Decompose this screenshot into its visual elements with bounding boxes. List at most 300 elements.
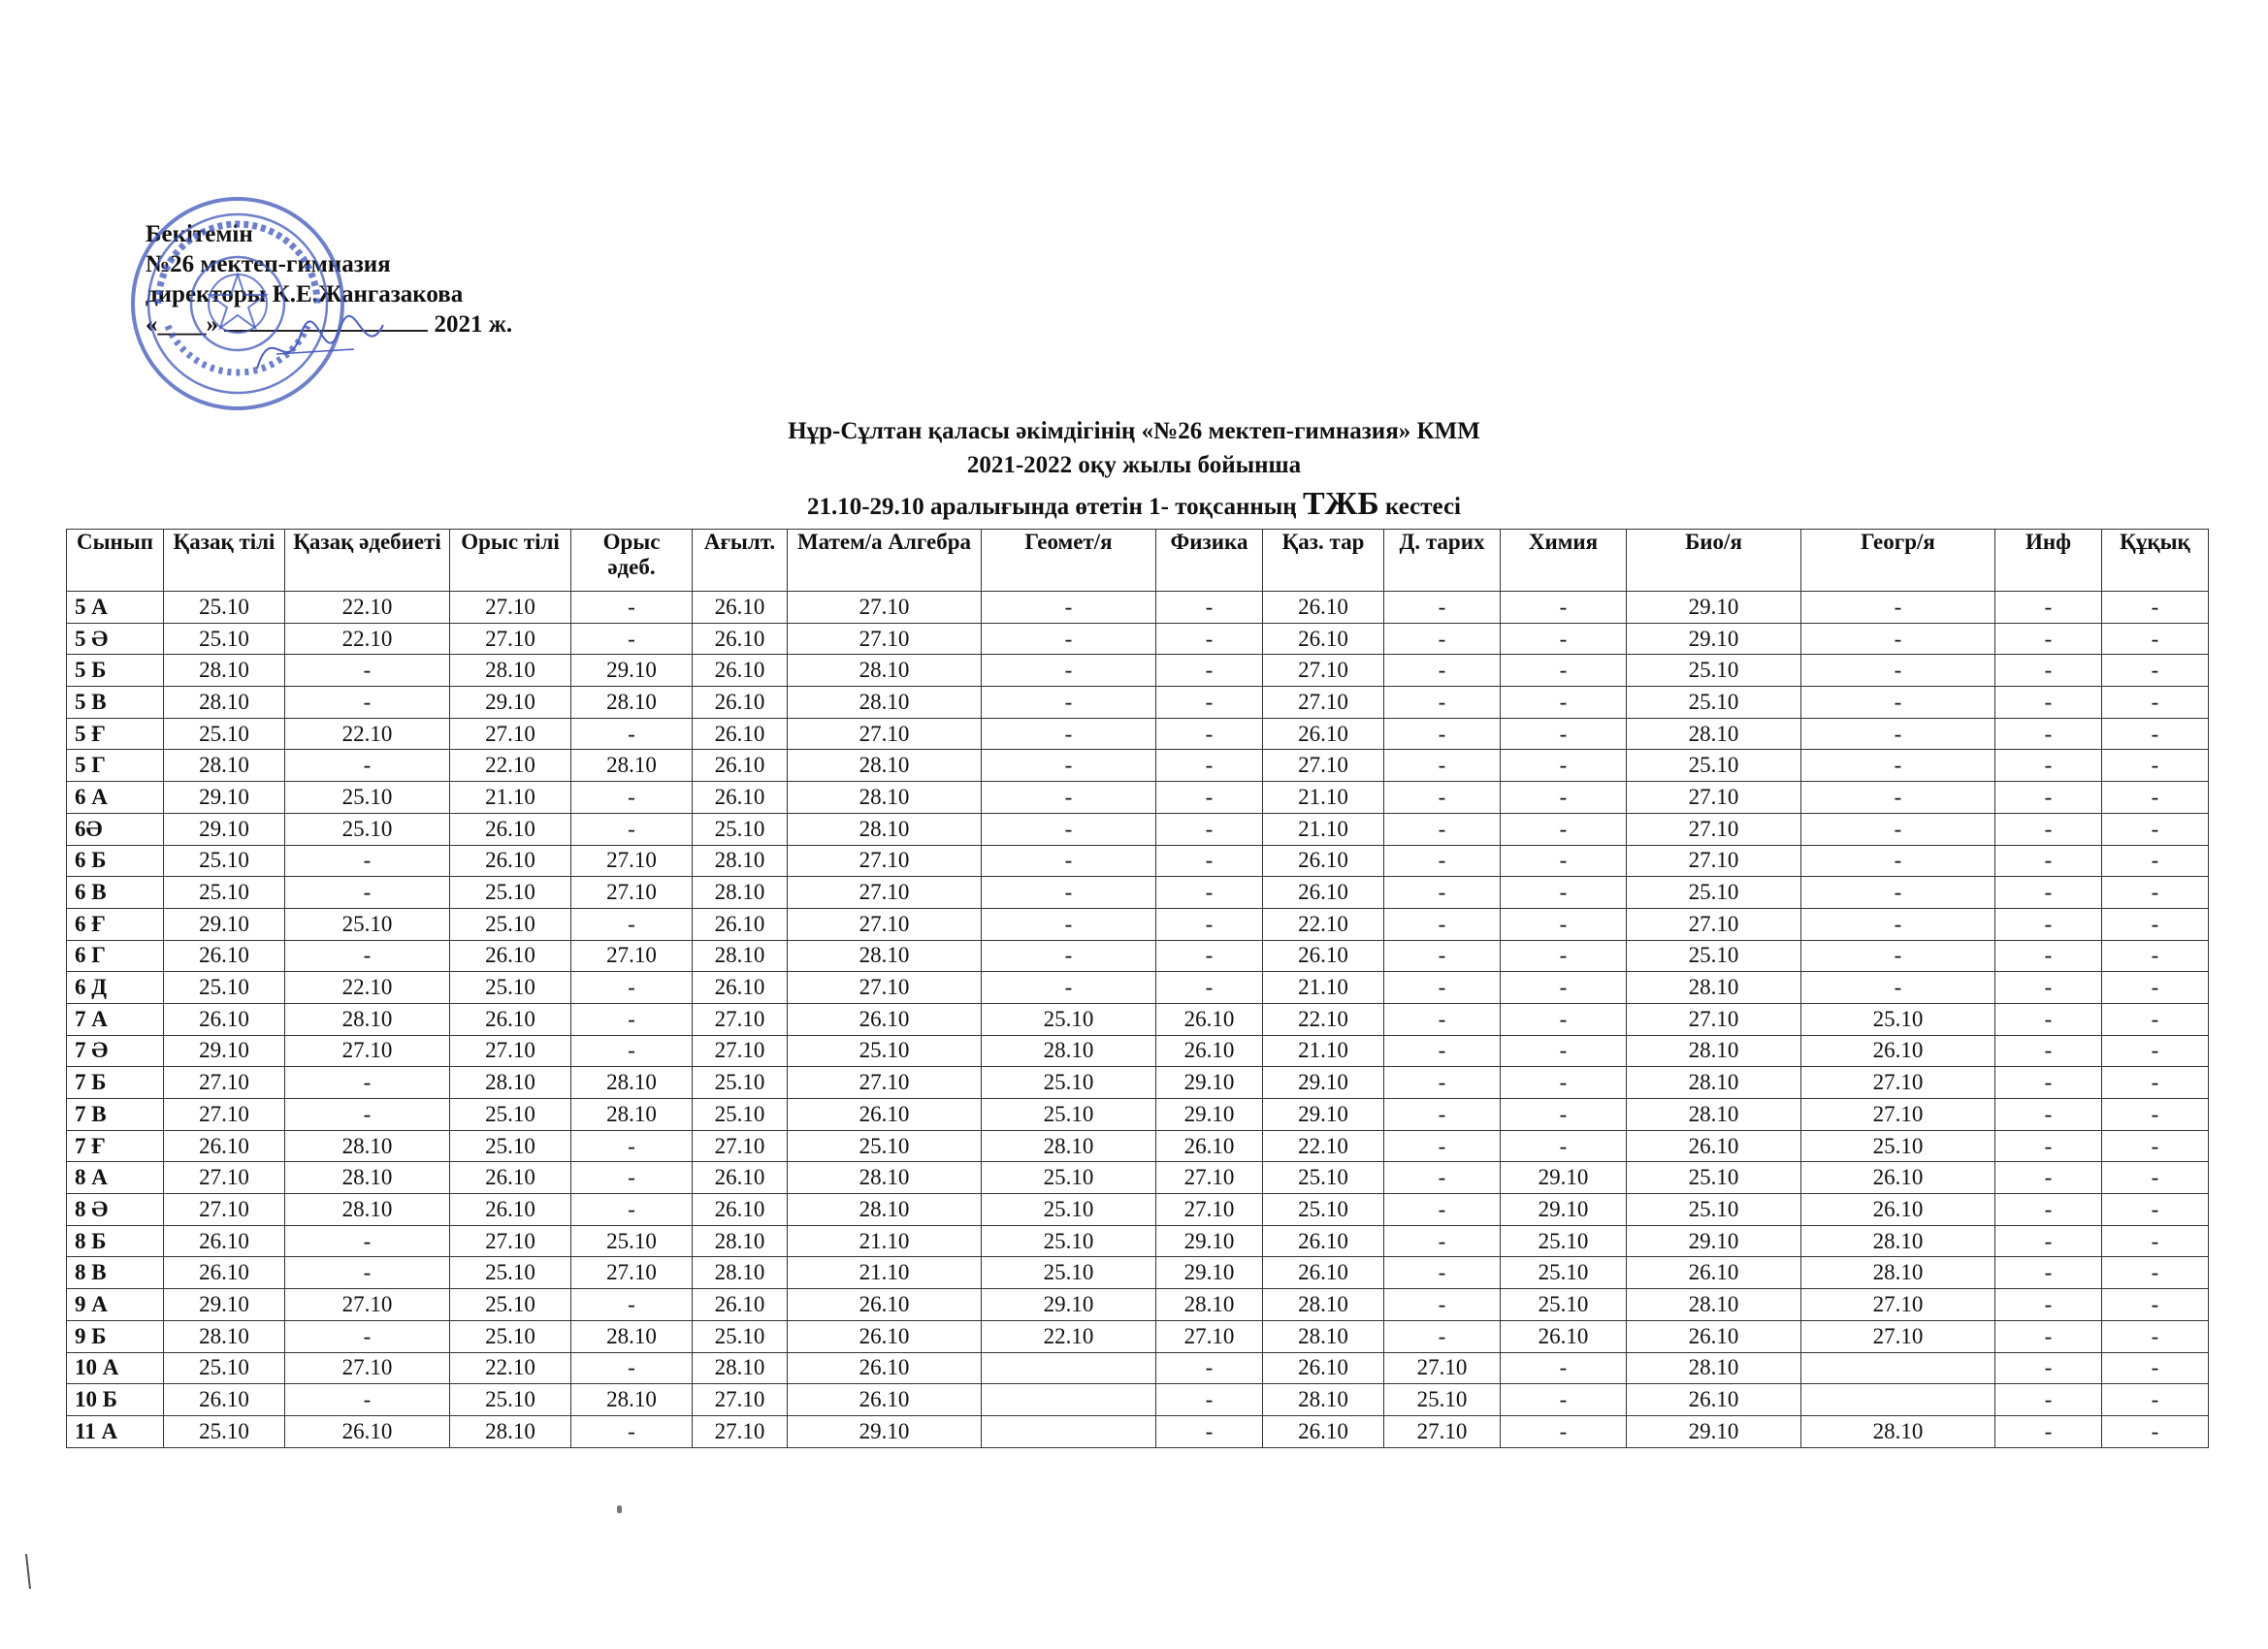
date-cell: 28.10 bbox=[1627, 972, 1801, 1004]
date-cell: 22.10 bbox=[1263, 1003, 1384, 1035]
date-cell: 28.10 bbox=[164, 1320, 285, 1352]
date-cell: - bbox=[2102, 813, 2209, 845]
date-cell: 26.10 bbox=[1801, 1162, 1995, 1194]
date-cell: 26.10 bbox=[788, 1352, 982, 1384]
table-row bbox=[67, 908, 2209, 940]
date-cell: 27.10 bbox=[1801, 1067, 1995, 1099]
date-cell: 29.10 bbox=[1156, 1257, 1263, 1289]
table-row bbox=[67, 1035, 2209, 1067]
date-cell: 25.10 bbox=[450, 877, 571, 909]
date-cell: 26.10 bbox=[1627, 1257, 1801, 1289]
date-cell: - bbox=[1995, 592, 2102, 624]
date-cell: - bbox=[1995, 972, 2102, 1004]
date-cell bbox=[982, 1415, 1156, 1447]
table-row bbox=[67, 750, 2209, 782]
date-cell: 21.10 bbox=[1263, 782, 1384, 814]
date-cell: - bbox=[1501, 1384, 1627, 1416]
date-cell: - bbox=[2102, 1035, 2209, 1067]
date-cell: - bbox=[1384, 1225, 1501, 1257]
column-header: Орыс тілі bbox=[450, 530, 571, 592]
date-cell: - bbox=[982, 782, 1156, 814]
date-cell: 25.10 bbox=[285, 782, 450, 814]
date-cell: - bbox=[1384, 782, 1501, 814]
date-cell: 25.10 bbox=[571, 1225, 693, 1257]
date-cell: 27.10 bbox=[285, 1289, 450, 1321]
date-cell: - bbox=[2102, 1352, 2209, 1384]
table-row bbox=[67, 1225, 2209, 1257]
date-cell: 27.10 bbox=[450, 623, 571, 655]
date-cell: - bbox=[2102, 1130, 2209, 1162]
date-cell: 28.10 bbox=[693, 845, 788, 877]
date-cell: 26.10 bbox=[1263, 940, 1384, 972]
date-cell: - bbox=[1384, 1130, 1501, 1162]
date-cell: - bbox=[1801, 877, 1995, 909]
date-cell: 26.10 bbox=[1801, 1194, 1995, 1226]
date-cell: - bbox=[2102, 623, 2209, 655]
date-cell: 28.10 bbox=[693, 940, 788, 972]
date-cell: - bbox=[1156, 687, 1263, 719]
date-cell: 27.10 bbox=[1156, 1320, 1263, 1352]
date-cell: - bbox=[1384, 845, 1501, 877]
date-cell: - bbox=[1801, 750, 1995, 782]
date-cell: 25.10 bbox=[982, 1003, 1156, 1035]
class-name-cell: 6 Г bbox=[67, 940, 164, 972]
date-cell: 25.10 bbox=[982, 1162, 1156, 1194]
date-cell: 22.10 bbox=[450, 1352, 571, 1384]
date-cell: 28.10 bbox=[788, 782, 982, 814]
date-cell: - bbox=[982, 592, 1156, 624]
date-cell: - bbox=[1384, 813, 1501, 845]
date-cell: 27.10 bbox=[788, 1067, 982, 1099]
date-cell: - bbox=[1384, 718, 1501, 750]
date-cell: 26.10 bbox=[693, 718, 788, 750]
date-cell: - bbox=[1801, 845, 1995, 877]
date-cell: 27.10 bbox=[788, 877, 982, 909]
date-cell: 28.10 bbox=[450, 1067, 571, 1099]
date-cell: 27.10 bbox=[1384, 1415, 1501, 1447]
date-cell: 21.10 bbox=[1263, 1035, 1384, 1067]
date-cell: 26.10 bbox=[164, 1130, 285, 1162]
date-cell: 25.10 bbox=[450, 1289, 571, 1321]
date-cell: 28.10 bbox=[450, 655, 571, 687]
date-cell: 25.10 bbox=[1501, 1289, 1627, 1321]
date-cell: 25.10 bbox=[450, 1257, 571, 1289]
date-cell: 28.10 bbox=[285, 1130, 450, 1162]
date-cell: 22.10 bbox=[285, 623, 450, 655]
date-cell: 27.10 bbox=[693, 1003, 788, 1035]
date-cell: - bbox=[1995, 845, 2102, 877]
date-cell: 29.10 bbox=[164, 1289, 285, 1321]
date-cell: - bbox=[1501, 940, 1627, 972]
date-cell: 26.10 bbox=[164, 1003, 285, 1035]
date-cell: 29.10 bbox=[164, 1035, 285, 1067]
table-row bbox=[67, 1003, 2209, 1035]
date-cell: 29.10 bbox=[1627, 1415, 1801, 1447]
date-cell: - bbox=[1501, 655, 1627, 687]
date-cell: 26.10 bbox=[1263, 845, 1384, 877]
date-cell: 28.10 bbox=[285, 1162, 450, 1194]
date-cell: - bbox=[571, 782, 693, 814]
date-cell: 28.10 bbox=[1801, 1415, 1995, 1447]
date-cell: 26.10 bbox=[1156, 1035, 1263, 1067]
date-cell: 25.10 bbox=[982, 1067, 1156, 1099]
date-cell: 28.10 bbox=[788, 1162, 982, 1194]
date-cell: 28.10 bbox=[164, 687, 285, 719]
date-cell: 26.10 bbox=[693, 1289, 788, 1321]
title-schedule-abbr: ТЖБ bbox=[1302, 486, 1379, 522]
date-cell: 27.10 bbox=[788, 908, 982, 940]
class-name-cell: 5 Ә bbox=[67, 623, 164, 655]
date-cell: 28.10 bbox=[1263, 1289, 1384, 1321]
date-cell: 25.10 bbox=[982, 1194, 1156, 1226]
date-cell: 26.10 bbox=[1156, 1003, 1263, 1035]
class-name-cell: 7 В bbox=[67, 1099, 164, 1131]
title-line-schedule bbox=[0, 488, 2268, 524]
class-name-cell: 6 Д bbox=[67, 972, 164, 1004]
date-cell: - bbox=[1801, 782, 1995, 814]
date-cell: 27.10 bbox=[164, 1194, 285, 1226]
date-cell: - bbox=[571, 813, 693, 845]
date-cell: - bbox=[571, 718, 693, 750]
date-cell: 28.10 bbox=[1627, 718, 1801, 750]
date-cell: 25.10 bbox=[1627, 877, 1801, 909]
date-cell: 28.10 bbox=[1627, 1067, 1801, 1099]
date-cell: 28.10 bbox=[1263, 1384, 1384, 1416]
date-cell: 27.10 bbox=[450, 718, 571, 750]
date-cell bbox=[982, 1384, 1156, 1416]
date-cell: 27.10 bbox=[571, 940, 693, 972]
date-cell: - bbox=[571, 908, 693, 940]
date-cell: 29.10 bbox=[1501, 1162, 1627, 1194]
date-cell: 29.10 bbox=[1156, 1225, 1263, 1257]
date-cell: 26.10 bbox=[693, 623, 788, 655]
date-cell: - bbox=[1156, 782, 1263, 814]
date-cell: - bbox=[2102, 1099, 2209, 1131]
date-cell: 27.10 bbox=[1156, 1162, 1263, 1194]
date-cell: - bbox=[1156, 750, 1263, 782]
date-cell: - bbox=[1384, 1035, 1501, 1067]
date-cell: 27.10 bbox=[1156, 1194, 1263, 1226]
approval-line-approve: Бекітемін bbox=[146, 221, 253, 247]
date-cell: 26.10 bbox=[450, 1162, 571, 1194]
date-cell: - bbox=[285, 1067, 450, 1099]
date-cell: 26.10 bbox=[164, 1257, 285, 1289]
date-cell: 27.10 bbox=[450, 592, 571, 624]
date-cell: 27.10 bbox=[571, 1257, 693, 1289]
date-cell: - bbox=[982, 655, 1156, 687]
date-cell: 27.10 bbox=[1627, 782, 1801, 814]
column-header: Қазақ әдебиеті bbox=[285, 530, 450, 592]
date-cell: 25.10 bbox=[285, 908, 450, 940]
class-name-cell: 6 Б bbox=[67, 845, 164, 877]
date-cell: - bbox=[1156, 592, 1263, 624]
class-name-cell: 5 Ғ bbox=[67, 718, 164, 750]
date-cell: 22.10 bbox=[285, 718, 450, 750]
date-cell: - bbox=[1995, 687, 2102, 719]
date-cell: 27.10 bbox=[693, 1130, 788, 1162]
date-cell bbox=[1801, 1384, 1995, 1416]
date-cell: 25.10 bbox=[164, 718, 285, 750]
date-cell: 28.10 bbox=[788, 1194, 982, 1226]
date-cell: - bbox=[2102, 1320, 2209, 1352]
date-cell: - bbox=[285, 750, 450, 782]
date-cell: - bbox=[982, 877, 1156, 909]
date-cell: - bbox=[1801, 908, 1995, 940]
date-cell: 27.10 bbox=[1627, 813, 1801, 845]
date-cell: - bbox=[1384, 655, 1501, 687]
date-cell: 26.10 bbox=[164, 1384, 285, 1416]
date-cell: 29.10 bbox=[164, 908, 285, 940]
date-cell: 27.10 bbox=[1263, 750, 1384, 782]
date-cell: - bbox=[2102, 592, 2209, 624]
date-cell: 25.10 bbox=[982, 1099, 1156, 1131]
date-cell: 26.10 bbox=[1263, 623, 1384, 655]
date-cell: - bbox=[1501, 1352, 1627, 1384]
date-cell: - bbox=[1995, 1257, 2102, 1289]
class-name-cell: 10 Б bbox=[67, 1384, 164, 1416]
date-cell: - bbox=[982, 845, 1156, 877]
date-cell: 27.10 bbox=[788, 623, 982, 655]
date-cell: 26.10 bbox=[450, 813, 571, 845]
date-cell: - bbox=[1995, 1035, 2102, 1067]
date-cell: 28.10 bbox=[693, 877, 788, 909]
title-schedule-prefix: 21.10-29.10 аралығында өтетін 1- тоқсанның bbox=[806, 494, 1297, 520]
date-cell: 26.10 bbox=[1627, 1130, 1801, 1162]
date-cell: 25.10 bbox=[285, 813, 450, 845]
date-cell: - bbox=[1156, 940, 1263, 972]
column-header: Д. тарих bbox=[1384, 530, 1501, 592]
date-cell: - bbox=[1801, 940, 1995, 972]
date-cell: 28.10 bbox=[1801, 1225, 1995, 1257]
date-cell: - bbox=[571, 1352, 693, 1384]
date-cell: - bbox=[1384, 1289, 1501, 1321]
date-cell: 28.10 bbox=[571, 750, 693, 782]
class-name-cell: 11 А bbox=[67, 1415, 164, 1447]
date-cell: - bbox=[2102, 877, 2209, 909]
date-cell: - bbox=[1384, 1162, 1501, 1194]
column-header: Құқық bbox=[2102, 530, 2209, 592]
date-cell: 29.10 bbox=[788, 1415, 982, 1447]
date-cell: 26.10 bbox=[1156, 1130, 1263, 1162]
class-name-cell: 5 Г bbox=[67, 750, 164, 782]
date-cell: - bbox=[1501, 718, 1627, 750]
date-cell: 26.10 bbox=[788, 1320, 982, 1352]
date-cell: 25.10 bbox=[450, 1099, 571, 1131]
schedule-table bbox=[66, 529, 2209, 1448]
column-header: Геогр/я bbox=[1801, 530, 1995, 592]
date-cell: 22.10 bbox=[1263, 1130, 1384, 1162]
date-cell: - bbox=[571, 1162, 693, 1194]
date-cell: 25.10 bbox=[164, 845, 285, 877]
title-line-year: 2021-2022 оқу жылы бойынша bbox=[966, 452, 1302, 478]
signature-icon bbox=[247, 310, 393, 388]
date-cell: - bbox=[285, 1257, 450, 1289]
date-cell: - bbox=[1156, 718, 1263, 750]
date-cell: - bbox=[1501, 972, 1627, 1004]
date-cell: 27.10 bbox=[1263, 687, 1384, 719]
date-cell: 25.10 bbox=[1627, 940, 1801, 972]
class-name-cell: 10 А bbox=[67, 1352, 164, 1384]
date-cell: 26.10 bbox=[788, 1384, 982, 1416]
date-cell: 28.10 bbox=[788, 687, 982, 719]
date-cell: 29.10 bbox=[1501, 1194, 1627, 1226]
date-cell: - bbox=[1501, 1067, 1627, 1099]
approval-line-school: №26 мектеп-гимназия bbox=[146, 251, 391, 277]
date-cell: - bbox=[1995, 1003, 2102, 1035]
table-row bbox=[67, 1162, 2209, 1194]
table-row bbox=[67, 1352, 2209, 1384]
date-cell: 26.10 bbox=[1627, 1320, 1801, 1352]
date-cell: 25.10 bbox=[788, 1130, 982, 1162]
date-cell: 27.10 bbox=[1627, 845, 1801, 877]
date-cell: - bbox=[285, 877, 450, 909]
date-cell: - bbox=[982, 687, 1156, 719]
date-cell: 28.10 bbox=[450, 1415, 571, 1447]
class-name-cell: 6 Ғ bbox=[67, 908, 164, 940]
date-cell: - bbox=[1995, 1415, 2102, 1447]
table-row bbox=[67, 972, 2209, 1004]
class-name-cell: 9 Б bbox=[67, 1320, 164, 1352]
date-cell: - bbox=[982, 623, 1156, 655]
date-cell: 27.10 bbox=[693, 1415, 788, 1447]
date-cell: 29.10 bbox=[1627, 592, 1801, 624]
date-cell: - bbox=[1156, 877, 1263, 909]
title-line-organization: Нұр-Сұлтан қаласы әкімдігінің «№26 мектеп-гимназия» КММ bbox=[788, 418, 1480, 444]
date-cell: 29.10 bbox=[571, 655, 693, 687]
date-cell: 25.10 bbox=[1384, 1384, 1501, 1416]
date-cell: 27.10 bbox=[693, 1035, 788, 1067]
date-cell: - bbox=[1501, 877, 1627, 909]
date-cell: 25.10 bbox=[164, 1415, 285, 1447]
date-cell: 29.10 bbox=[982, 1289, 1156, 1321]
date-cell: - bbox=[1501, 1415, 1627, 1447]
date-cell: 22.10 bbox=[285, 592, 450, 624]
date-cell: 26.10 bbox=[1263, 1225, 1384, 1257]
date-cell: - bbox=[2102, 1162, 2209, 1194]
date-cell: 26.10 bbox=[693, 908, 788, 940]
date-cell: - bbox=[1156, 813, 1263, 845]
date-cell: - bbox=[2102, 1415, 2209, 1447]
date-cell: 27.10 bbox=[1801, 1320, 1995, 1352]
table-row bbox=[67, 813, 2209, 845]
date-cell: - bbox=[571, 1194, 693, 1226]
class-name-cell: 8 Ә bbox=[67, 1194, 164, 1226]
date-cell: 25.10 bbox=[164, 877, 285, 909]
date-cell: 29.10 bbox=[1156, 1099, 1263, 1131]
date-cell: 27.10 bbox=[164, 1162, 285, 1194]
table-row bbox=[67, 592, 2209, 624]
date-cell: - bbox=[1995, 1289, 2102, 1321]
date-cell: 28.10 bbox=[788, 813, 982, 845]
table-row bbox=[67, 1289, 2209, 1321]
date-cell: - bbox=[2102, 845, 2209, 877]
date-cell: - bbox=[285, 845, 450, 877]
date-cell: 27.10 bbox=[164, 1067, 285, 1099]
table-row bbox=[67, 687, 2209, 719]
date-cell: - bbox=[1995, 623, 2102, 655]
date-cell: 28.10 bbox=[571, 687, 693, 719]
date-cell: - bbox=[571, 1035, 693, 1067]
approval-line-director: директоры К.Е.Жангазакова bbox=[146, 281, 464, 307]
date-cell: - bbox=[1384, 1257, 1501, 1289]
date-cell: 26.10 bbox=[1627, 1384, 1801, 1416]
date-cell: 25.10 bbox=[693, 1099, 788, 1131]
date-cell: 25.10 bbox=[693, 1067, 788, 1099]
date-cell: 29.10 bbox=[164, 782, 285, 814]
date-cell: - bbox=[571, 1415, 693, 1447]
date-cell: 25.10 bbox=[1501, 1257, 1627, 1289]
date-cell: 28.10 bbox=[285, 1003, 450, 1035]
date-cell: - bbox=[2102, 687, 2209, 719]
date-cell: 28.10 bbox=[571, 1067, 693, 1099]
date-cell: 26.10 bbox=[1263, 718, 1384, 750]
date-cell: 26.10 bbox=[450, 1194, 571, 1226]
date-cell: - bbox=[1384, 877, 1501, 909]
date-cell: 26.10 bbox=[1801, 1035, 1995, 1067]
date-cell: 27.10 bbox=[164, 1099, 285, 1131]
date-cell: - bbox=[2102, 718, 2209, 750]
column-header: Қазақ тілі bbox=[164, 530, 285, 592]
class-name-cell: 5 А bbox=[67, 592, 164, 624]
date-cell: - bbox=[1501, 1035, 1627, 1067]
date-cell: 29.10 bbox=[1156, 1067, 1263, 1099]
date-cell: - bbox=[571, 1289, 693, 1321]
date-cell: 28.10 bbox=[693, 1257, 788, 1289]
date-cell: 28.10 bbox=[285, 1194, 450, 1226]
date-cell: - bbox=[1384, 687, 1501, 719]
date-cell: - bbox=[982, 908, 1156, 940]
column-header: Орыс әдеб. bbox=[571, 530, 693, 592]
class-name-cell: 6Ә bbox=[67, 813, 164, 845]
date-cell: - bbox=[982, 718, 1156, 750]
date-cell: 25.10 bbox=[1263, 1194, 1384, 1226]
date-cell: 26.10 bbox=[1263, 1415, 1384, 1447]
date-cell: 21.10 bbox=[1263, 972, 1384, 1004]
date-cell: 26.10 bbox=[164, 1225, 285, 1257]
date-cell: 25.10 bbox=[788, 1035, 982, 1067]
date-cell: - bbox=[1995, 1194, 2102, 1226]
date-cell: 27.10 bbox=[1627, 1003, 1801, 1035]
table-row bbox=[67, 1320, 2209, 1352]
date-cell: 27.10 bbox=[1384, 1352, 1501, 1384]
class-name-cell: 7 А bbox=[67, 1003, 164, 1035]
date-cell: - bbox=[2102, 1003, 2209, 1035]
date-cell: - bbox=[1384, 1194, 1501, 1226]
table-row bbox=[67, 782, 2209, 814]
date-cell: 26.10 bbox=[1263, 1257, 1384, 1289]
date-cell: 25.10 bbox=[1501, 1225, 1627, 1257]
date-cell: 28.10 bbox=[788, 940, 982, 972]
date-cell: - bbox=[571, 1130, 693, 1162]
date-cell: 26.10 bbox=[1263, 1352, 1384, 1384]
column-header: Ағылт. bbox=[693, 530, 788, 592]
date-cell: 26.10 bbox=[450, 845, 571, 877]
date-cell: - bbox=[1995, 1225, 2102, 1257]
date-cell: 25.10 bbox=[164, 592, 285, 624]
date-cell: - bbox=[1156, 1384, 1263, 1416]
date-cell: - bbox=[1501, 592, 1627, 624]
date-cell: - bbox=[2102, 782, 2209, 814]
date-cell: 26.10 bbox=[1501, 1320, 1627, 1352]
date-cell: - bbox=[1501, 750, 1627, 782]
date-cell: - bbox=[285, 940, 450, 972]
date-cell: 25.10 bbox=[1627, 1162, 1801, 1194]
date-cell: - bbox=[1501, 1099, 1627, 1131]
date-cell: 27.10 bbox=[450, 1035, 571, 1067]
date-cell: 26.10 bbox=[693, 972, 788, 1004]
date-cell: 29.10 bbox=[1263, 1099, 1384, 1131]
date-cell: - bbox=[571, 972, 693, 1004]
